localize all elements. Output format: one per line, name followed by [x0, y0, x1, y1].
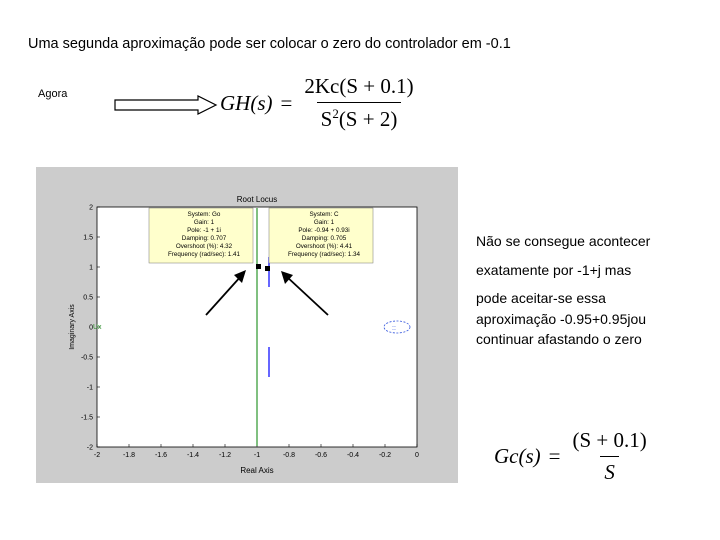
note-line-4: aproximação -0.95+0.95jou	[476, 311, 647, 327]
y-tick-label: 0	[89, 324, 93, 332]
x-tick-label: -1.2	[218, 452, 232, 459]
right-arrow-icon	[114, 95, 218, 115]
y-tick-label: -0.5	[80, 354, 93, 362]
tip1-frequency: Frequency (rad/sec): 1.41	[167, 251, 241, 258]
gh-den-a: S	[320, 107, 333, 131]
gh-lhs: GH(s)	[220, 90, 273, 115]
tip2-frequency: Frequency (rad/sec): 1.34	[287, 251, 361, 258]
y-tick-label: 0.5	[83, 294, 93, 302]
tip2-damping: Damping: 0.705	[301, 235, 347, 242]
tip2-overshoot: Overshoot (%): 4.41	[295, 243, 353, 250]
x-tick-label: -0.6	[314, 452, 328, 459]
x-tick-label: -2	[93, 452, 101, 459]
tip2-pole: Pole: -0.94 + 0.93i	[298, 227, 350, 234]
note-line-2: exatamente por -1+j mas	[476, 262, 632, 278]
gh-den-b: (S + 2)	[338, 107, 398, 131]
x-tick-label: -1.8	[122, 452, 136, 459]
gh-equation	[220, 74, 418, 132]
y-tick-label: -1	[86, 384, 93, 392]
x-tick-label: -1	[253, 452, 261, 459]
root-locus-plot	[36, 167, 458, 483]
gc-den: S	[600, 456, 619, 485]
plot-xlabel: Real Axis	[240, 466, 274, 475]
gc-equals: =	[548, 444, 561, 468]
x-tick-label: -0.8	[282, 452, 296, 459]
x-tick-label: -0.2	[378, 452, 392, 459]
x-tick-label: 0	[415, 452, 419, 459]
gh-fraction	[300, 74, 417, 132]
tip1-system: System: Go	[187, 211, 221, 218]
x-tick-label: -1.4	[186, 452, 200, 459]
x-tick-label: -1.6	[154, 452, 168, 459]
y-tick-label: -2	[86, 444, 93, 452]
gh-num-b: + 0.1)	[358, 74, 414, 98]
tip2-system: System: C	[309, 211, 339, 218]
gc-fraction	[569, 428, 651, 485]
page-heading: Uma segunda aproximação pode ser colocar o zero do controlador em -0.1	[28, 36, 511, 52]
gc-equation	[494, 428, 651, 485]
gc-lhs: Gc(s)	[494, 444, 541, 468]
tip1-overshoot: Overshoot (%): 4.32	[175, 243, 233, 250]
pole-marker-symbol: ::	[392, 325, 396, 332]
tip1-gain: Gain: 1	[193, 219, 215, 226]
plot-ylabel: Imaginary Axis	[69, 304, 76, 350]
note-line-3: pode aceitar-se essa	[476, 290, 606, 306]
datatip-1-marker	[256, 264, 261, 269]
note-line-5: continuar afastando o zero	[476, 331, 642, 347]
ux-label: Ux	[93, 324, 102, 331]
root-locus-figure	[36, 167, 458, 483]
gh-equals: =	[280, 90, 293, 115]
y-tick-label: -1.5	[80, 414, 93, 422]
note-line-1: Não se consegue acontecer	[476, 233, 651, 249]
tip1-damping: Damping: 0.707	[181, 235, 227, 242]
y-tick-label: 1.5	[83, 234, 93, 242]
plot-title: Root Locus	[236, 195, 278, 204]
agora-label: Agora	[38, 88, 68, 100]
datatip-2-marker	[265, 266, 270, 271]
tip2-gain: Gain: 1	[313, 219, 335, 226]
tip1-pole: Pole: -1 + 1i	[187, 227, 221, 234]
y-tick-label: 1	[89, 264, 93, 272]
gh-num-a: 2Kc(S	[304, 74, 359, 98]
gc-num: (S + 0.1)	[572, 428, 647, 452]
x-tick-label: -0.4	[346, 452, 360, 459]
y-tick-label: 2	[89, 204, 93, 212]
gh-den-exp: 2	[332, 106, 339, 121]
